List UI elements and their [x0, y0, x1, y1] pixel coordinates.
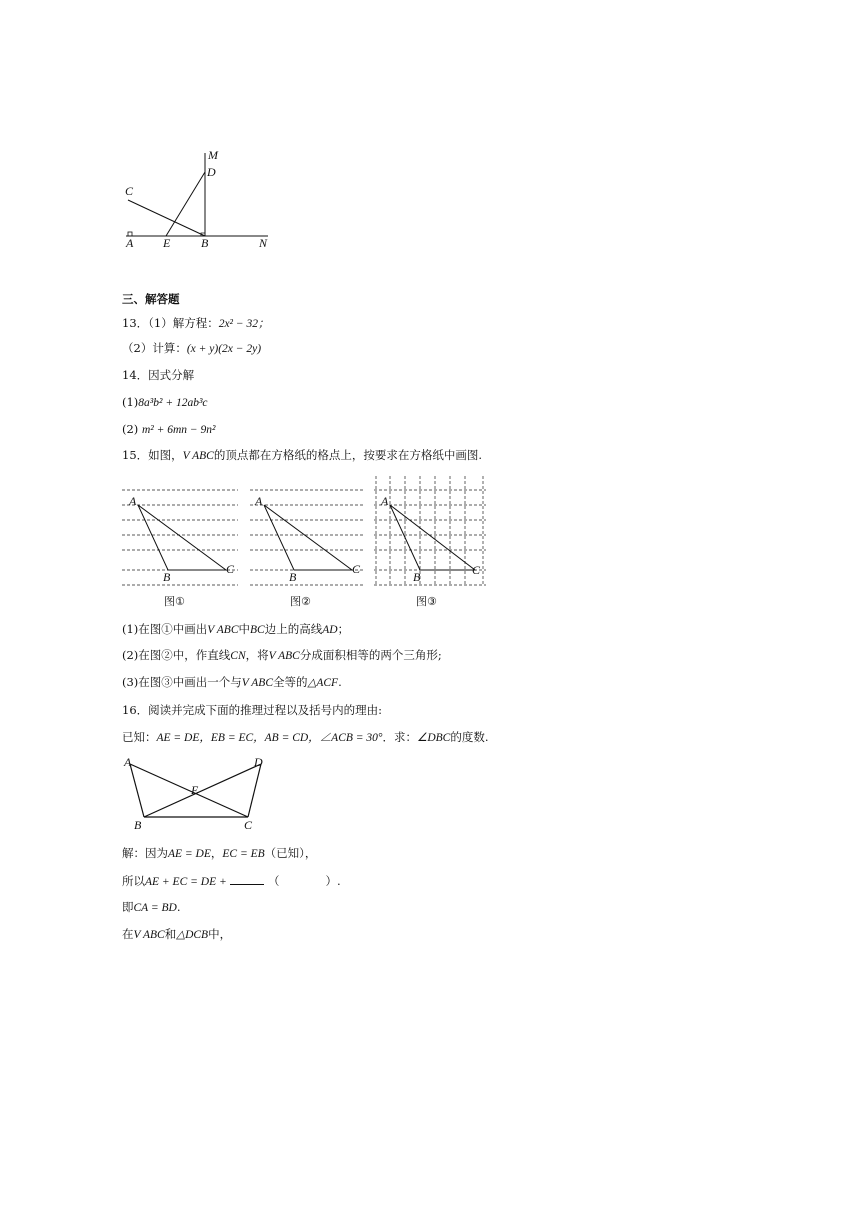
- fig1-label-B: B: [163, 570, 171, 584]
- q13-line1: 13．（1）解方程：2x² − 32；: [122, 316, 270, 330]
- q16-step1: 解：因为AE = DE，EC = EB（已知），: [122, 846, 317, 860]
- q14-title: 14．因式分解: [122, 368, 195, 382]
- label-E: E: [163, 236, 171, 250]
- q15-part2: (2)在图②中，作直线CN，将V ABC分成面积相等的两个三角形;: [122, 648, 442, 662]
- q15-stem: 15．如图，V ABC的顶点都在方格纸的格点上，按要求在方格纸中画图.: [122, 448, 483, 462]
- q16-label-D: D: [254, 755, 263, 769]
- caption-fig1: 图①: [164, 595, 185, 608]
- label-C: C: [125, 184, 134, 198]
- q14-line2: (2) m² + 6mn − 9n²: [122, 422, 216, 436]
- label-N: N: [259, 236, 268, 250]
- label-D: D: [207, 165, 216, 179]
- fig3-label-A: A: [381, 494, 389, 508]
- q15-part1: (1)在图①中画出V ABC中BC边上的高线AD；: [122, 622, 350, 636]
- caption-fig3: 图③: [416, 595, 437, 608]
- q16-stem: 16．阅读并完成下面的推理过程以及括号内的理由:: [122, 703, 383, 717]
- fig2-label-A: A: [255, 494, 263, 508]
- q15-figures: [118, 472, 498, 612]
- q16-label-A: A: [124, 755, 132, 769]
- q16-label-E: E: [191, 783, 199, 797]
- top-figure: [118, 145, 278, 255]
- q16-step2: 所以AE + EC = DE + （ ）.: [122, 874, 341, 888]
- fig3-label-B: B: [413, 570, 421, 584]
- q13-line2: （2）计算：(x + y)(2x − 2y): [122, 341, 262, 355]
- label-B: B: [201, 236, 209, 250]
- fig2-label-C: C: [352, 562, 361, 576]
- fig2-label-B: B: [289, 570, 297, 584]
- fig3-label-C: C: [472, 563, 481, 577]
- label-M: M: [208, 148, 218, 162]
- caption-fig2: 图②: [290, 595, 311, 608]
- q16-given: 已知：AE = DE，EB = EC，AB = CD，∠ACB = 30°．求：∠DBC的度数.: [122, 730, 489, 744]
- label-A: A: [126, 236, 134, 250]
- q16-step4: 在V ABC和△DCB中，: [122, 927, 232, 941]
- q15-part3: (3)在图③中画出一个与V ABC全等的△ACF.: [122, 675, 342, 689]
- answer-blank[interactable]: [230, 873, 264, 885]
- fig1-label-C: C: [226, 562, 235, 576]
- q14-line1: (1)8a³b² + 12ab³c: [122, 395, 208, 409]
- fig1-label-A: A: [129, 494, 137, 508]
- q16-label-C: C: [244, 818, 253, 832]
- section-title: 三、解答题: [122, 292, 180, 306]
- q16-label-B: B: [134, 818, 142, 832]
- q16-step3: 即CA = BD.: [122, 900, 181, 914]
- q16-figure: [118, 752, 278, 836]
